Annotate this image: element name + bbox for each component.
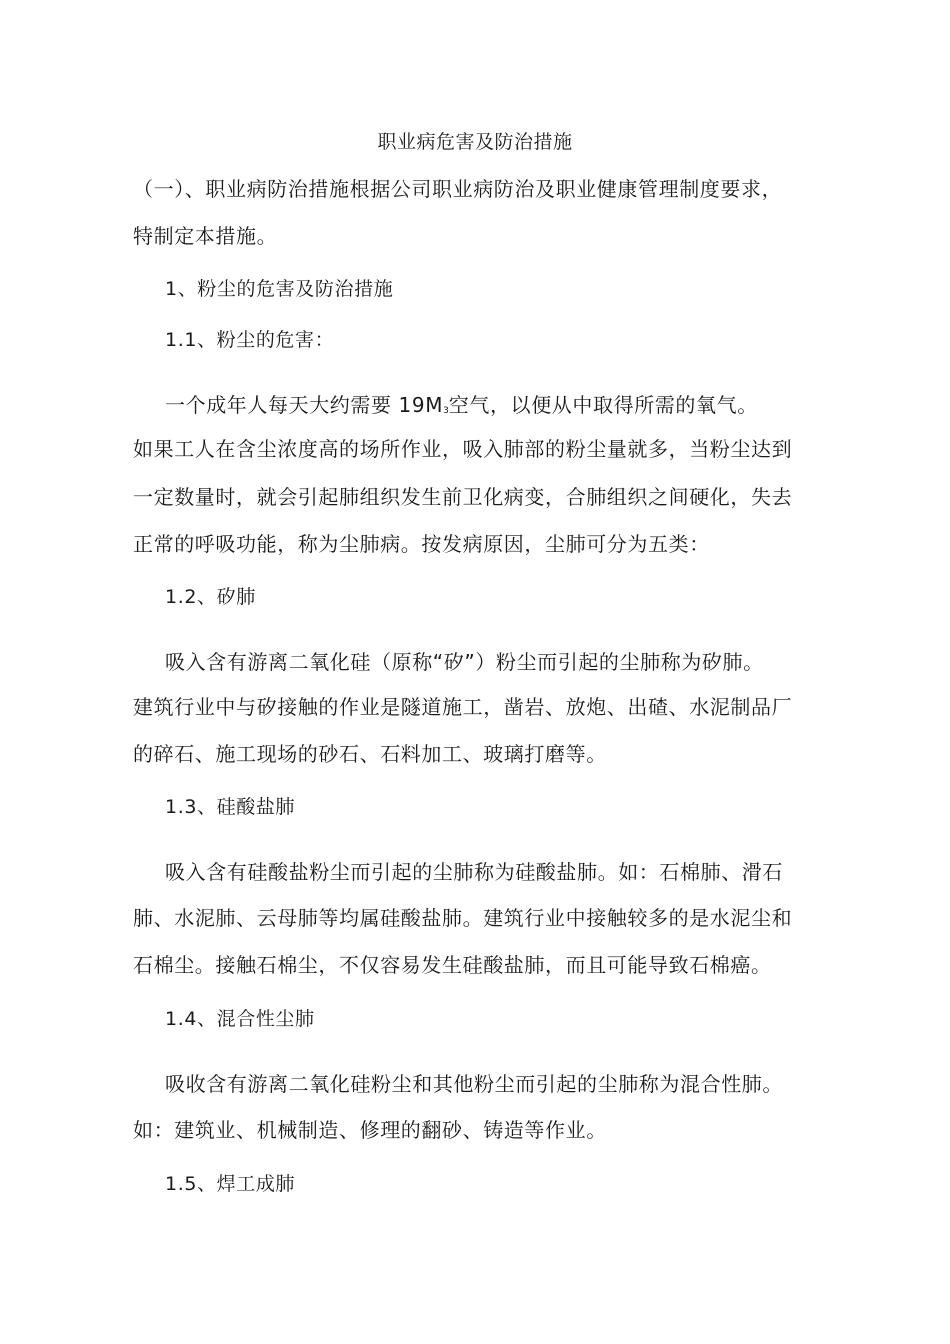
subsection-1-1-heading: 1.1、粉尘的危害：: [165, 329, 335, 351]
paragraph-1-1-line-4: 正常的呼吸功能，称为尘肺病。按发病原因，尘肺可分为五类：: [133, 532, 710, 556]
paragraph-1-1-line-2: 如果工人在含尘浓度高的场所作业，吸入肺部的粉尘量就多，当粉尘达到: [133, 437, 793, 461]
paragraph-1-2-line-2: 建筑行业中与矽接触的作业是隧道施工，凿岩、放炮、出碴、水泥制品厂: [133, 695, 793, 719]
paragraph-1-1-line-1: [165, 393, 758, 423]
paragraph-1-2-line-3: 的碎石、施工现场的砂石、石料加工、玻璃打磨等。: [133, 742, 607, 766]
intro-line-2: 特制定本措施。: [133, 224, 278, 248]
subsection-1-5-heading: 1.5、焊工成肺: [165, 1173, 296, 1195]
subsection-1-4-heading: 1.4、混合性尘肺: [165, 1008, 315, 1030]
paragraph-1-2-line-1: 吸入含有游离二氧化硅（原称“矽”）粉尘而引起的尘肺称为矽肺。: [165, 650, 764, 674]
paragraph-1-4-line-1: 吸收含有游离二氧化硅粉尘和其他粉尘而引起的尘肺称为混合性肺。: [165, 1072, 783, 1096]
cubic-unit-subscript: 3: [443, 406, 449, 416]
intro-line-1: （一）、职业病防治措施根据公司职业病防治及职业健康管理制度要求，: [133, 177, 783, 201]
paragraph-1-3-line-3: 石棉尘。接触石棉尘，不仅容易发生硅酸盐肺，而且可能导致石棉癌。: [133, 953, 772, 977]
subsection-1-3-heading: 1.3、硅酸盐肺: [165, 796, 296, 818]
page-title: 职业病危害及防治措施: [377, 131, 573, 153]
section-1-heading: 1、粉尘的危害及防治措施: [165, 278, 394, 300]
oxygen-sentence-start: 一个成年人每天大约需要 19M: [165, 393, 444, 417]
paragraph-1-4-line-2: 如：建筑业、机械制造、修理的翻砂、铸造等作业。: [133, 1118, 607, 1142]
paragraph-1-3-line-2: 肺、水泥肺、云母肺等均属硅酸盐肺。建筑行业中接触较多的是水泥尘和: [133, 906, 793, 930]
subsection-1-2-heading: 1.2、矽肺: [165, 586, 256, 608]
paragraph-1-3-line-1: 吸入含有硅酸盐粉尘而引起的尘肺称为硅酸盐肺。如：石棉肺、滑石: [165, 860, 783, 884]
paragraph-1-1-line-3: 一定数量时，就会引起肺组织发生前卫化病变，合肺组织之间硬化，失去: [133, 485, 793, 509]
oxygen-sentence-end: 空气，以便从中取得所需的氧气。: [448, 393, 758, 417]
